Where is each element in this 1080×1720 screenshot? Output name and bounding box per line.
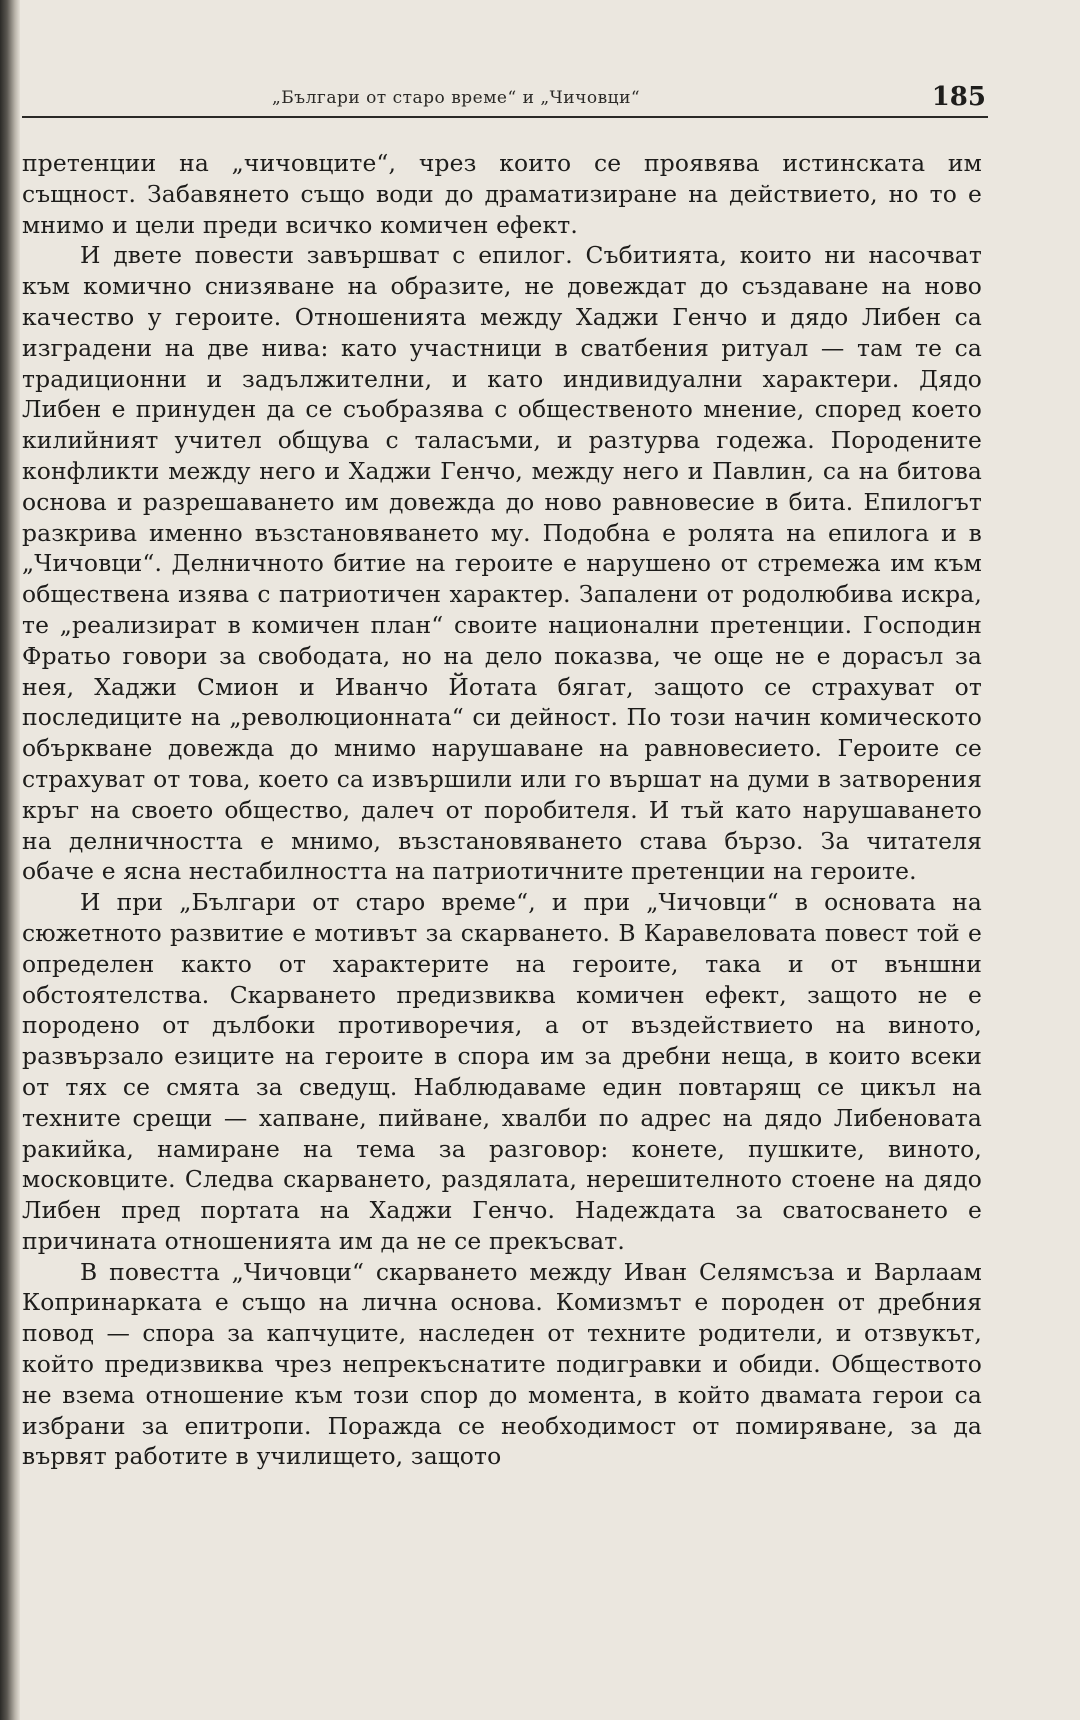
paragraph-4: В повестта „Чичовци“ скарването между Иван Селямсъза и Варлаам Копринарката е също на лична основа. Комизмът е породен от дребния повод — спора за капчуците, наследен от техните родители, и отзвукът, който предизвиква чрез непрекъснатите подигравки и обиди. Обществото не взема отношение към този спор до момента, в който двамата герои са избрани за епитропи. Поражда се необходимост от помиряване, за да вървят работите в училището, защото <box>22 1257 982 1471</box>
page-number: 185 <box>931 82 986 112</box>
page-header <box>22 82 988 118</box>
running-head: „Българи от старо време“ и „Чичовци“ <box>272 88 641 108</box>
paragraph-1: претенции на „чичовците“, чрез които се проявява истинската им същност. Забавянето също води до драматизиране на действието, но то е мнимо и цели преди всичко комичен ефект. <box>22 149 982 239</box>
body-text <box>22 148 982 1472</box>
paragraph-3: И при „Българи от старо време“, и при „Чичовци“ в основата на сюжетното развитие е мотивът за скарването. В Каравеловата повест той е определен както от характерите на героите, така и от външни обстоятелства. Скарването предизвиква комичен ефект, защото не е породено от дълбоки противоречия, а от въздействието на виното, развързало езиците на героите в спора им за дребни неща, в които всеки от тях се смята за сведущ. Наблюдаваме един повтарящ се цикъл на техните срещи — хапване, пийване, хвалби по адрес на дядо Либеновата ракийка, намиране на тема за разговор: конете, пушките, виното, московците. Следва скарването, раздялата, нерешителното стоене на дядо Либен пред портата на Хаджи Генчо. Надеждата за сватосването е причината отношенията им да не се прекъсват. <box>22 888 982 1255</box>
book-spine-shadow <box>0 0 20 1720</box>
paragraph-2: И двете повести завършват с епилог. Събитията, които ни насочват към комично снизяване на образите, не довеждат до създаване на ново качество у героите. Отношенията между Хаджи Генчо и дядо Либен са изградени на две нива: като участници в сватбения ритуал — там те са традиционни и задължителни, и като индивидуални характери. Дядо Либен е принуден да се съобразява с общественото мнение, според което килийният учител общува с таласъми, и разтурва годежа. Породените конфликти между него и Хаджи Генчо, между него и Павлин, са на битова основа и разрешаването им довежда до ново равновесие в бита. Епилогът разкрива именно възстановяването му. Подобна е ролята на епилога и в „Чичовци“. Делничното битие на героите е нарушено от стремежа им към обществена изява с патриотичен характер. Запалени от родолюбива искра, те „реализират в комичен план“ своите национални претенции. Господин Фратьо говори за свободата, но на дело показва, че още не е дорасъл за нея, Хаджи Смион и Иванчо Йотата бягат, защото се страхуват от последиците на „революционната“ си дейност. По този начин комическото объркване довежда до мнимо нарушаване на равновесието. Героите се страхуват от това, което са извършили или го вършат на думи в затворения кръг на своето общество, далеч от поробителя. И тъй като нарушаването на делничността е мнимо, възстановяването става бързо. За читателя обаче е ясна нестабилността на патриотичните претенции на героите. <box>22 241 982 886</box>
